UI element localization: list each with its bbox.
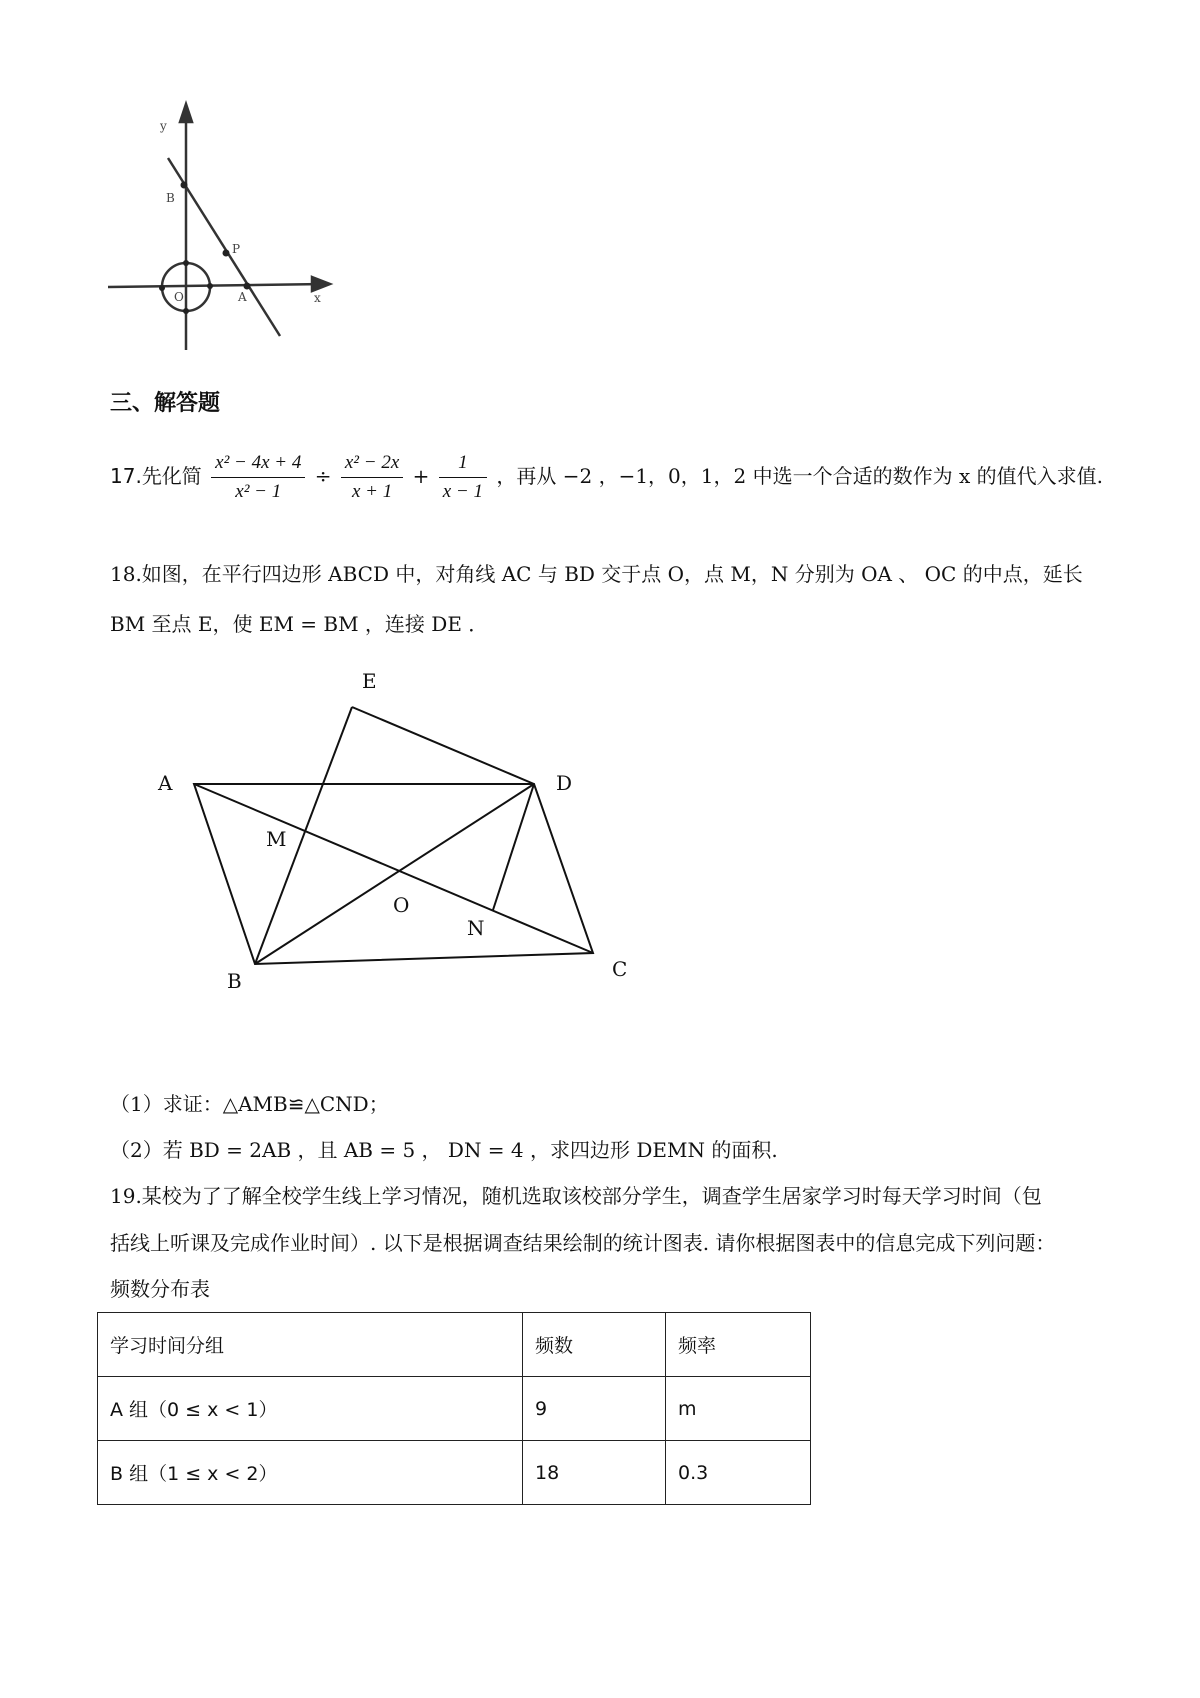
label-x: x <box>314 291 321 305</box>
q19-line-1: 19.某校为了了解全校学生线上学习情况，随机选取该校部分学生，调查学生居家学习时每天学习时间（包 <box>110 1184 1042 1208</box>
q17-frac1-denominator: x² − 1 <box>235 481 282 502</box>
label-a: A <box>158 771 173 795</box>
table-cell: 18 <box>523 1441 666 1505</box>
q17-frac1-numerator: x² − 4x + 4 <box>211 452 305 478</box>
segment-ed <box>352 707 534 784</box>
diagonal-ac <box>194 784 593 953</box>
label-y: y <box>160 119 167 133</box>
section-title: 三、解答题 <box>110 391 221 416</box>
q17-fraction-1 <box>211 452 305 503</box>
label-b: B <box>166 191 175 205</box>
table-row <box>98 1377 811 1441</box>
q17-frac3-numerator: 1 <box>439 452 487 478</box>
table-cell: A 组（0 ≤ x < 1） <box>98 1377 523 1441</box>
table-header-cell: 频率 <box>666 1313 811 1377</box>
x-axis-arrow <box>312 277 330 291</box>
q17-frac2-numerator: x² − 2x <box>341 452 403 478</box>
label-d: D <box>556 771 573 795</box>
coordinate-figure <box>100 100 350 360</box>
table-row <box>98 1441 811 1505</box>
q17-divide-sign: ÷ <box>314 464 332 488</box>
parallelogram-figure <box>140 660 660 1000</box>
x-axis <box>108 284 325 287</box>
table-cell: 9 <box>523 1377 666 1441</box>
q18-line-2: BM 至点 E，使 EM = BM ，连接 DE ． <box>110 612 489 636</box>
q17-fraction-2 <box>341 452 403 503</box>
question-17 <box>110 452 1103 503</box>
q19-line-2: 括线上听课及完成作业时间）. 以下是根据调查结果绘制的统计图表. 请你根据图表中的信息完成下列问题： <box>110 1231 1056 1255</box>
q17-number: 17. <box>110 464 142 488</box>
q17-suffix: ，再从 −2 ，−1，0，1，2 中选一个合适的数作为 x 的值代入求值. <box>496 464 1103 488</box>
label-p: P <box>232 242 241 256</box>
table-cell: B 组（1 ≤ x < 2） <box>98 1441 523 1505</box>
q17-prefix: 先化简 <box>141 464 202 488</box>
table-header-cell: 频数 <box>523 1313 666 1377</box>
label-o: O <box>174 290 184 304</box>
q17-plus-sign: + <box>412 464 430 488</box>
q17-frac3-denominator: x − 1 <box>442 481 484 502</box>
frequency-table <box>97 1312 811 1505</box>
label-c: C <box>612 957 628 981</box>
label-n: N <box>467 916 485 940</box>
table-cell: m <box>666 1377 811 1441</box>
label-o: O <box>393 893 410 917</box>
q17-fraction-3 <box>439 452 487 503</box>
segment-dn <box>493 784 534 910</box>
label-e: E <box>362 669 377 693</box>
label-a: A <box>238 290 247 304</box>
table-header-row <box>98 1313 811 1377</box>
label-b: B <box>227 969 242 993</box>
q18-part-2: （2）若 BD = 2AB ，且 AB = 5 ， DN = 4 ，求四边形 DEMN 的面积. <box>110 1138 778 1162</box>
label-m: M <box>266 827 287 851</box>
y-axis-arrow <box>180 104 192 122</box>
q17-frac2-denominator: x + 1 <box>351 481 393 502</box>
q18-line-1: 18.如图，在平行四边形 ABCD 中，对角线 AC 与 BD 交于点 O，点 M，N 分别为 OA 、 OC 的中点，延长 <box>110 562 1083 586</box>
table-cell: 0.3 <box>666 1441 811 1505</box>
q18-part-1: （1）求证：△AMB≌△CND； <box>110 1092 389 1116</box>
table-caption: 频数分布表 <box>110 1277 210 1301</box>
diagonal-bd <box>255 784 534 964</box>
table-header-cell: 学习时间分组 <box>98 1313 523 1377</box>
